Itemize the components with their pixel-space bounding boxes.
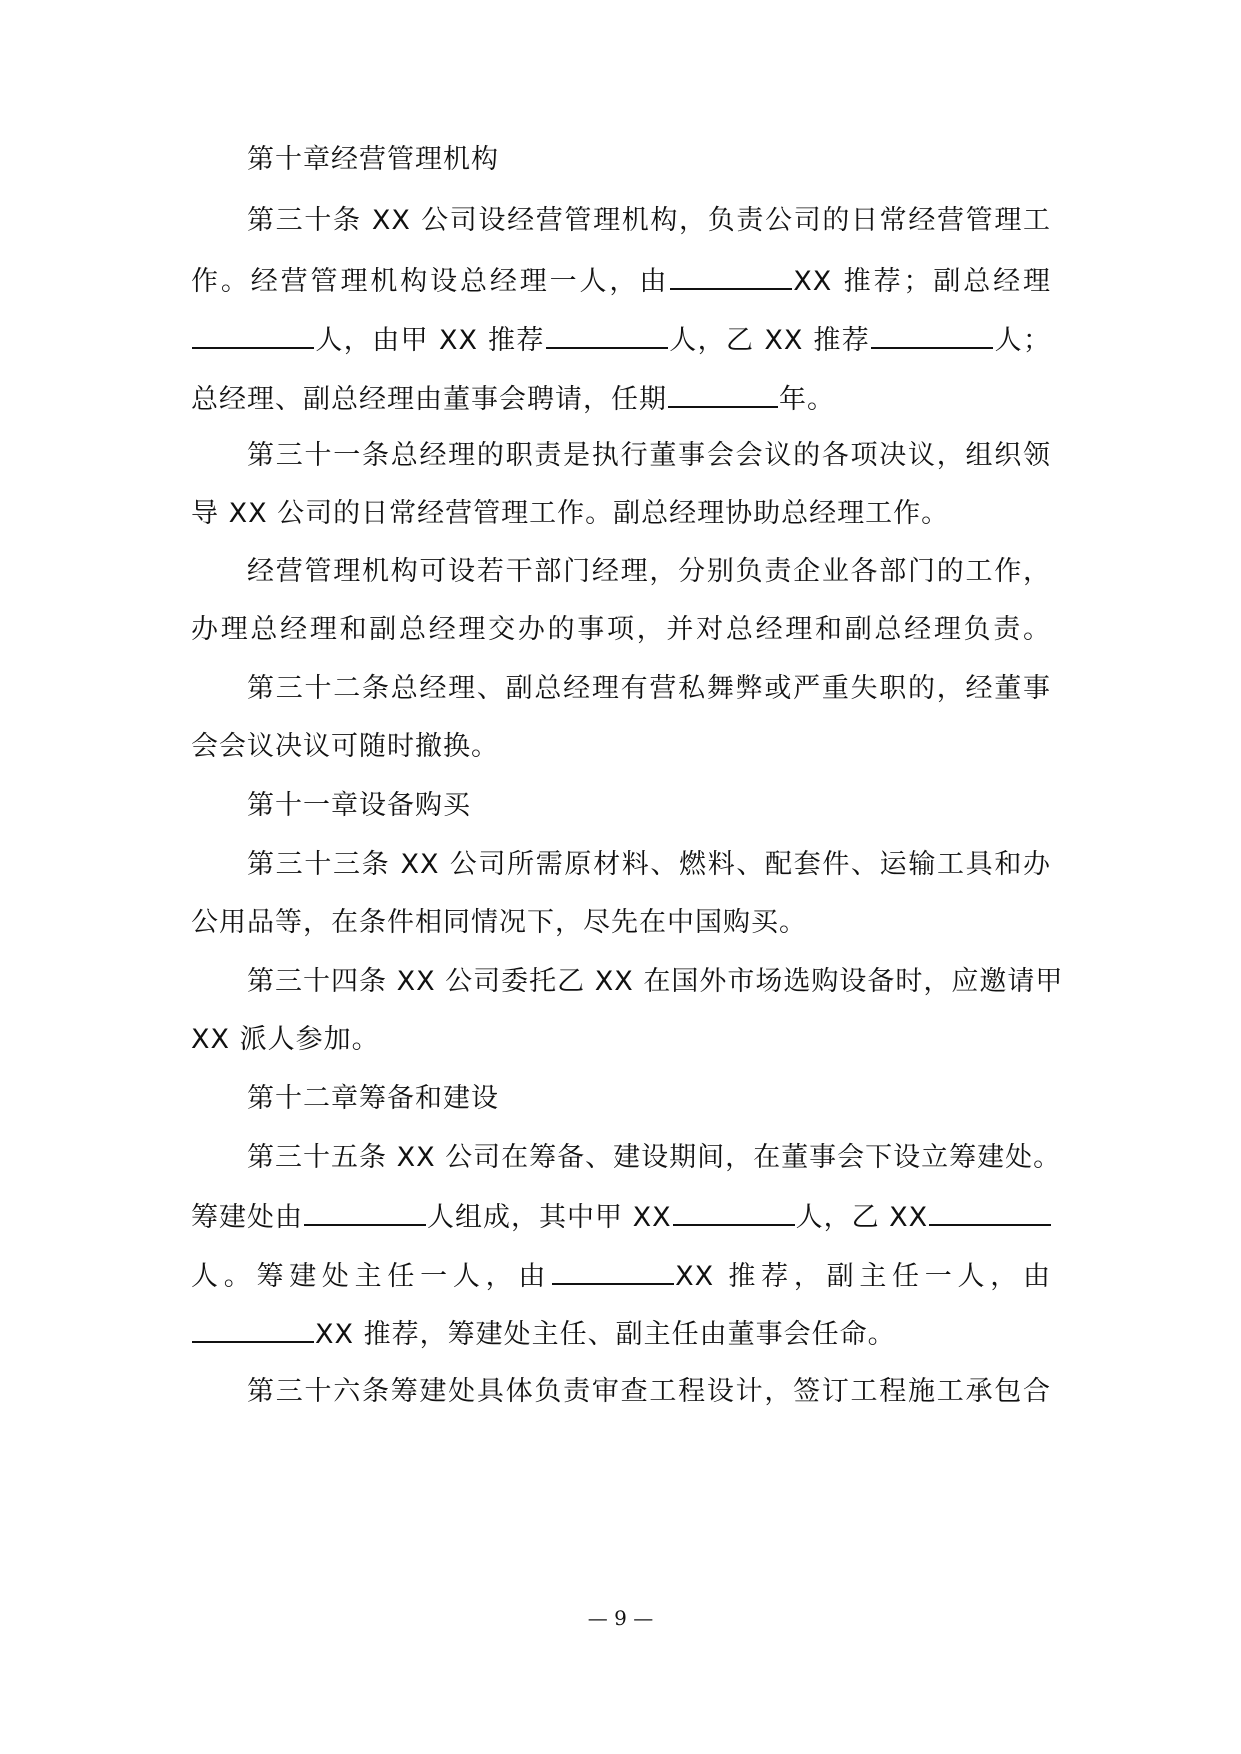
article-31-line-2: 导 XX 公司的日常经营管理工作。副总经理协助总经理工作。	[191, 498, 950, 529]
text-fragment: XX 推荐，筹建处主任、副主任由董事会任命。	[315, 1319, 896, 1350]
article-30-line-4	[191, 378, 1051, 420]
article-34-line-1: 第三十四条 XX 公司委托乙 XX 在国外市场选购设备时，应邀请甲	[247, 966, 1064, 997]
chapter-11-heading: 第十一章设备购买	[247, 790, 471, 821]
text-fragment: 筹建处由	[191, 1202, 303, 1233]
article-30-line-3	[191, 319, 1051, 361]
article-33-line-1: 第三十三条 XX 公司所需原材料、燃料、配套件、运输工具和办	[247, 849, 1051, 880]
fill-in-blank	[552, 1255, 674, 1285]
article-31-line-1: 第三十一条总经理的职责是执行董事会会议的各项决议，组织领	[247, 440, 1051, 471]
text-fragment: 年。	[779, 384, 835, 415]
text-fragment: 人组成，其中甲 XX	[427, 1202, 672, 1233]
article-30-line-2	[191, 260, 1051, 302]
fill-in-blank	[929, 1196, 1051, 1226]
fill-in-blank	[192, 319, 314, 349]
fill-in-blank	[871, 319, 993, 349]
paragraph-line-1: 经营管理机构可设若干部门经理，分别负责企业各部门的工作，	[247, 556, 1051, 587]
fill-in-blank	[670, 260, 792, 290]
fill-in-blank	[673, 1196, 795, 1226]
text-fragment: 人，乙 XX 推荐	[668, 325, 871, 356]
article-36-line-1: 第三十六条筹建处具体负责审查工程设计，签订工程施工承包合	[247, 1376, 1051, 1407]
article-35-line-1: 第三十五条 XX 公司在筹备、建设期间，在董事会下设立筹建处。	[247, 1142, 1062, 1173]
paragraph-line-2: 办理总经理和副总经理交办的事项，并对总经理和副总经理负责。	[191, 614, 1051, 645]
text-fragment: 人。筹建处主任一人，由	[191, 1261, 552, 1292]
article-34-line-2: XX 派人参加。	[191, 1024, 380, 1055]
article-35-line-4	[191, 1313, 1051, 1355]
text-fragment: 人；	[994, 325, 1051, 356]
chapter-10-heading: 第十章经营管理机构	[247, 144, 499, 175]
text-fragment: 总经理、副总经理由董事会聘请，任期	[191, 384, 667, 415]
text-fragment: XX 推荐，副主任一人，由	[675, 1261, 1051, 1292]
fill-in-blank	[304, 1196, 426, 1226]
article-35-line-3	[191, 1255, 1051, 1297]
text-fragment: 人，乙 XX	[795, 1202, 929, 1233]
chapter-12-heading: 第十二章筹备和建设	[247, 1083, 499, 1114]
article-33-line-2: 公用品等，在条件相同情况下，尽先在中国购买。	[191, 907, 807, 938]
text-fragment: 人，由甲 XX 推荐	[315, 325, 545, 356]
page-number: — 9 —	[587, 1606, 654, 1630]
text-fragment: 作。经营管理机构设总经理一人，由	[191, 266, 670, 297]
fill-in-blank	[192, 1313, 314, 1343]
article-30-line-1: 第三十条 XX 公司设经营管理机构，负责公司的日常经营管理工	[247, 205, 1051, 236]
article-32-line-2: 会会议决议可随时撤换。	[191, 731, 499, 762]
article-32-line-1: 第三十二条总经理、副总经理有营私舞弊或严重失职的，经董事	[247, 673, 1051, 704]
fill-in-blank	[546, 319, 668, 349]
text-fragment: XX 推荐；副总经理	[793, 266, 1052, 297]
article-35-line-2	[191, 1196, 1051, 1238]
fill-in-blank	[668, 378, 778, 408]
